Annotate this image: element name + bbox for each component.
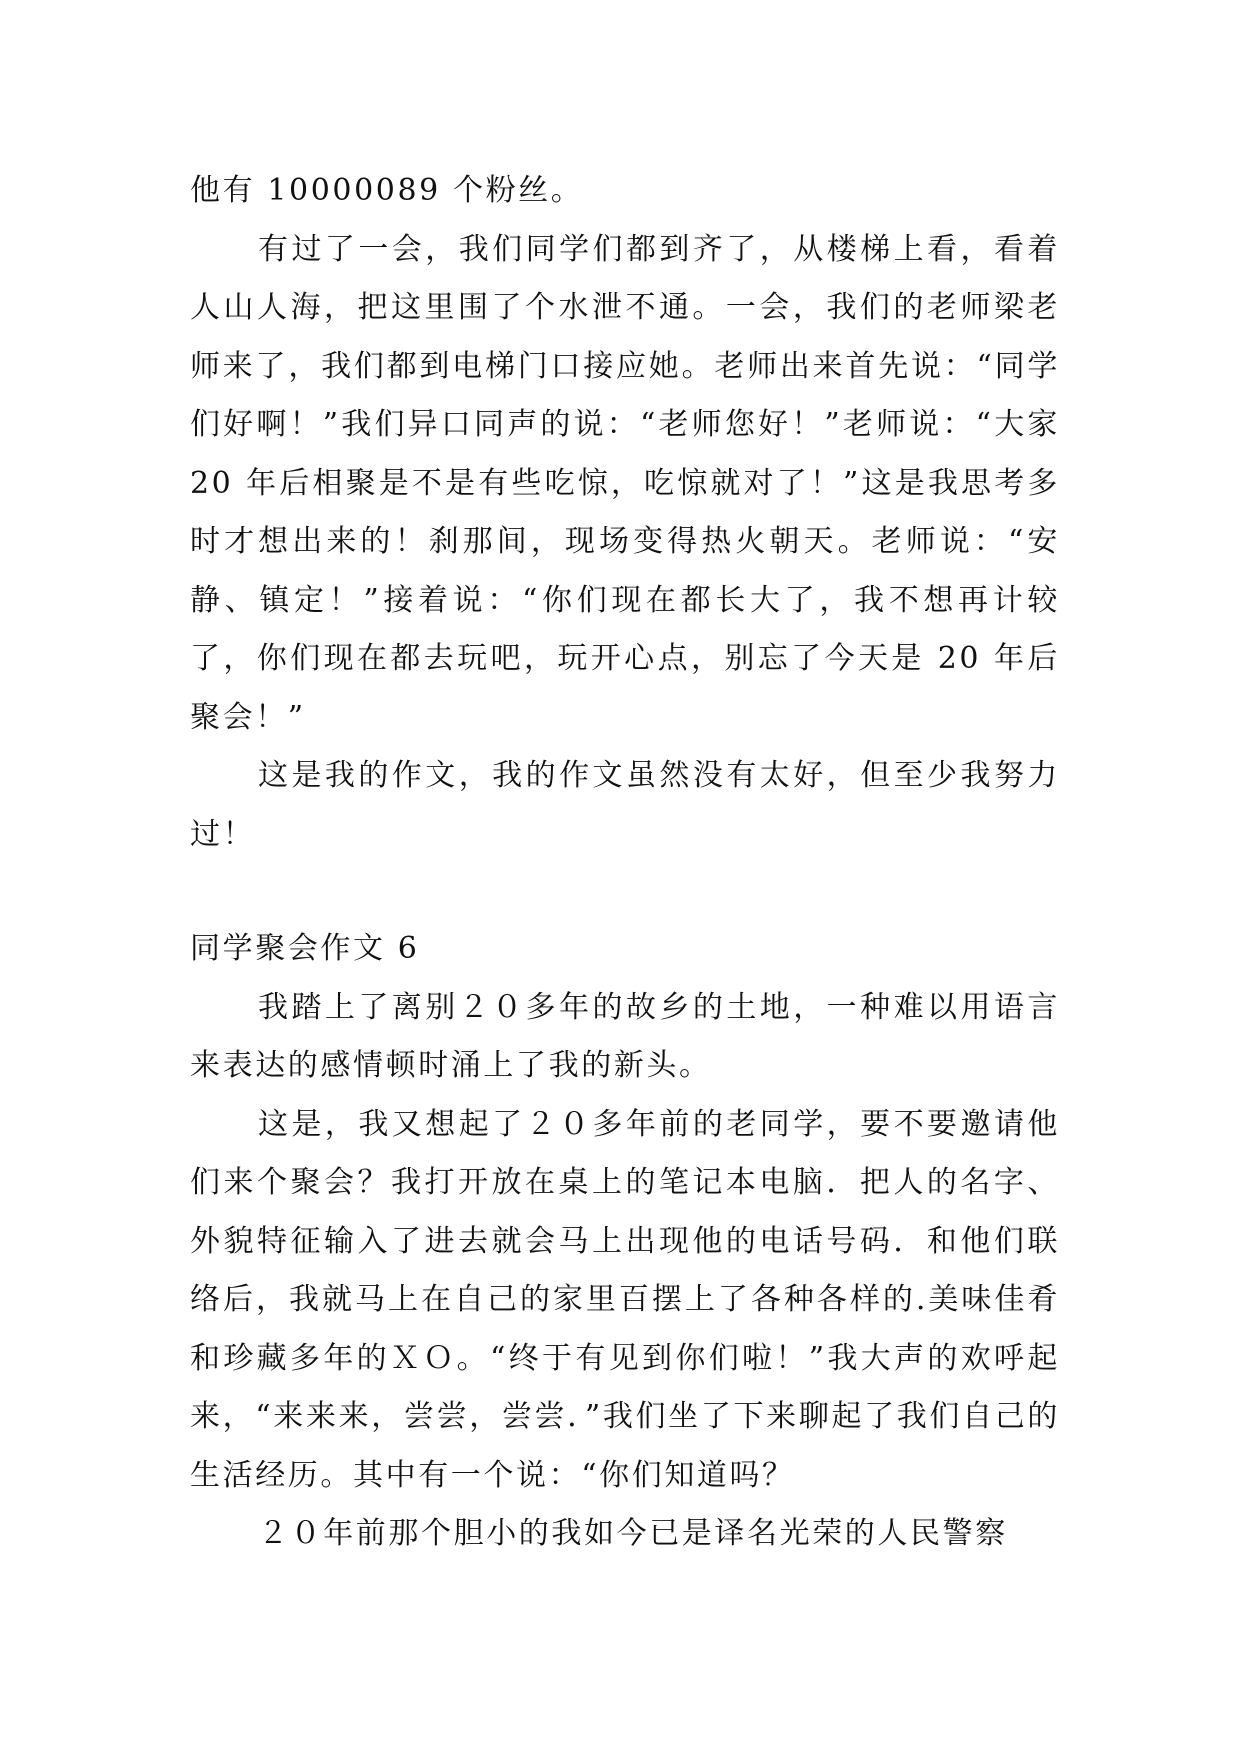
section-heading: 同学聚会作文 6 (190, 931, 420, 966)
paragraph-conclusion: 这是我的作文，我的作文虽然没有太好，但至少我努力过！ (190, 758, 1060, 852)
paragraph-reunion: 有过了一会，我们同学们都到齐了，从楼梯上看，看着人山人海，把这里围了个水泄不通。一会，我们的老师梁老师来了，我们都到电梯门口接应她。老师出来首先说：“同学们好啊！”我们异口同声的说：“老师您好！”老师说：“大家 20 年后相聚是不是有些吃惊，吃惊就对了！”这是我思考多时才想出来的！刹那间，现场变得热火朝天。老师说：“安静、镇定！”接着说：“你们现在都长大了，我不想再计较了，你们现在都去玩吧，玩开心点，别忘了今天是 20 年后聚会！” (190, 231, 1060, 735)
paragraph-hometown: 我踏上了离别２０多年的故乡的土地，一种难以用语言来表达的感情顿时涌上了我的新头。 (190, 989, 1060, 1083)
paragraph-classmates: 这是，我又想起了２０多年前的老同学，要不要邀请他们来个聚会？我打开放在桌上的笔记本电脑．把人的名字、外貌特征输入了进去就会马上出现他的电话号码．和他们联络后，我就马上在自己的家里百摆上了各种各样的.美味佳肴和珍藏多年的ＸＯ。“终于有见到你们啦！”我大声的欢呼起来，“来来来，尝尝，尝尝．”我们坐了下来聊起了我们自己的生活经历。其中有一个说：“你们知道吗？ (190, 1106, 1060, 1493)
paragraph-policeman: ２０年前那个胆小的我如今已是译名光荣的人民警察 (258, 1516, 1008, 1551)
paragraph-fans: 他有 10000089 个粉丝。 (190, 173, 584, 208)
document-body (190, 162, 1060, 1564)
